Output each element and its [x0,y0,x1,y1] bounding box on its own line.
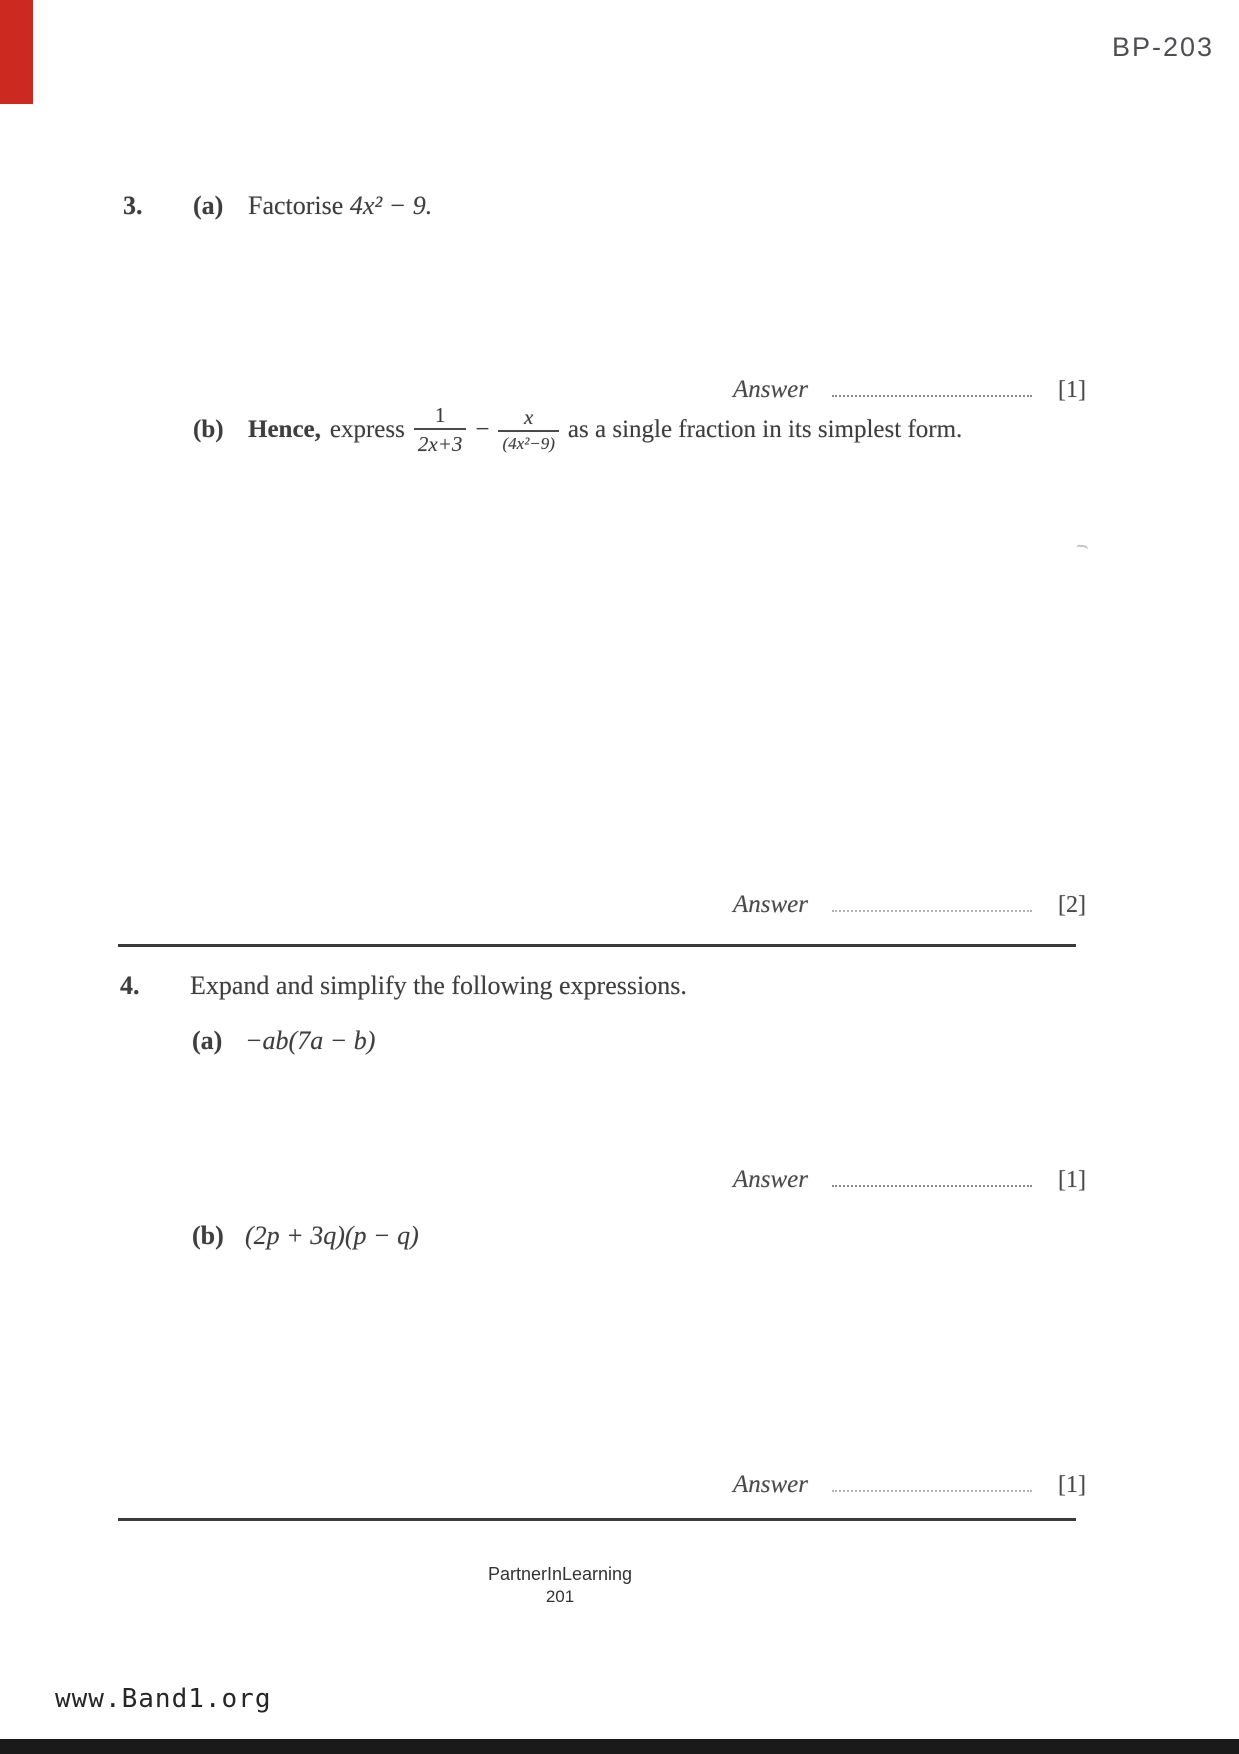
fraction-1-numerator: 1 [434,403,446,427]
fraction-2-denominator: (4x²−9) [498,430,558,453]
answer-label-4a: Answer [733,1166,808,1193]
question-3b-label: (b) [193,415,224,443]
answer-row-3b [733,891,1086,919]
answer-row-4b [733,1471,1086,1499]
answer-row-3a [733,376,1086,404]
minus-operator: − [475,415,490,443]
section-divider-2 [118,1518,1076,1521]
question-3a-label: (a) [193,191,224,220]
answer-label-3a: Answer [733,376,808,403]
footer-page-number: 201 [545,1587,575,1607]
footer [0,1562,1120,1609]
marks-3b: [2] [1058,892,1086,918]
question-4a-row [192,1026,375,1056]
answer-dotted-line-4b [832,1489,1032,1492]
marks-3a: [1] [1058,377,1086,403]
answer-dotted-line-3a [832,394,1032,397]
answer-dotted-line-4a [832,1184,1032,1187]
question-4b-expression: (2p + 3q)(p − q) [245,1221,419,1250]
question-4a-label: (a) [192,1026,223,1055]
question-3b-row [193,404,962,455]
question-3b-lead: express [329,415,405,443]
question-3a-row [123,191,432,221]
question-3a-expression: 4x² − 9. [349,191,433,220]
answer-label-4b: Answer [733,1471,808,1498]
question-3b-tail: as a single fraction in its simplest form. [567,415,963,443]
scan-artifact-mark [1075,544,1088,555]
marks-4b: [1] [1058,1472,1086,1498]
answer-label-3b: Answer [733,891,808,918]
question-4-row [120,971,687,1001]
question-3a-prompt-text: Factorise [248,191,344,220]
marks-4a: [1] [1058,1167,1086,1193]
question-4b-row [192,1221,419,1251]
watermark-url: www.Band1.org [55,1684,272,1714]
question-4a-expression: −ab(7a − b) [245,1026,376,1055]
fraction-2-numerator: x [524,405,534,430]
bottom-scan-bar [0,1739,1239,1754]
question-4-intro: Expand and simplify the following expressions. [190,971,687,1000]
red-scan-strip [0,0,33,104]
fraction-1-denominator: 2x+3 [414,428,467,455]
question-4b-label: (b) [192,1221,224,1250]
question-3-number: 3. [123,191,143,220]
fraction-1 [414,404,467,455]
answer-dotted-line-3b [832,909,1032,912]
paper-code: BP-203 [1112,32,1215,62]
answer-row-4a [733,1166,1086,1194]
question-3b-lead-bold: Hence, [248,415,321,443]
fraction-2 [498,406,558,453]
question-4-number: 4. [120,971,140,1000]
question-3a-prompt [248,191,432,221]
footer-org-name: PartnerInLearning [487,1564,633,1584]
section-divider-1 [118,944,1076,947]
